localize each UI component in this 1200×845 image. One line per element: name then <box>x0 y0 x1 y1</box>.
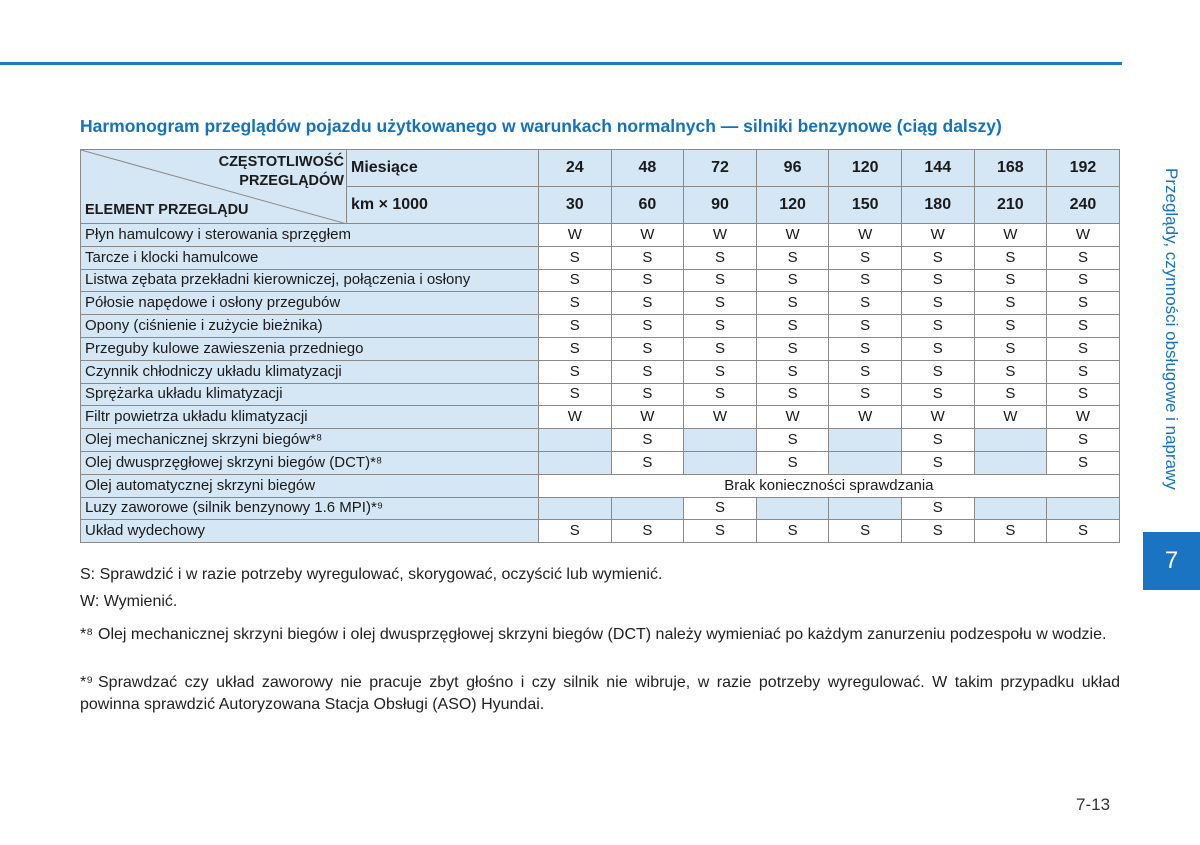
schedule-cell: S <box>611 246 684 269</box>
schedule-cell: W <box>611 224 684 247</box>
schedule-cell: S <box>756 269 829 292</box>
schedule-cell: S <box>901 337 974 360</box>
schedule-cell: W <box>684 406 757 429</box>
schedule-cell: S <box>901 451 974 474</box>
schedule-cell: S <box>756 451 829 474</box>
schedule-cell: S <box>611 292 684 315</box>
schedule-cell: S <box>974 315 1047 338</box>
inspection-item: Olej automatycznej skrzyni biegów <box>81 474 539 497</box>
table-row <box>81 269 1120 292</box>
schedule-cell <box>684 429 757 452</box>
schedule-cell <box>1047 497 1120 520</box>
schedule-cell: W <box>974 406 1047 429</box>
schedule-cell: S <box>684 292 757 315</box>
schedule-cell: S <box>829 360 902 383</box>
span-cell: Brak konieczności sprawdzania <box>539 474 1120 497</box>
inspection-item: Układ wydechowy <box>81 520 539 543</box>
top-rule <box>0 62 1122 65</box>
schedule-cell <box>974 451 1047 474</box>
schedule-cell: S <box>829 246 902 269</box>
schedule-cell: S <box>1047 269 1120 292</box>
schedule-cell: S <box>1047 383 1120 406</box>
schedule-cell <box>539 429 612 452</box>
maintenance-schedule-table <box>80 149 1120 543</box>
frequency-header <box>219 153 344 191</box>
header-row-months <box>81 150 1120 187</box>
schedule-cell <box>829 497 902 520</box>
schedule-cell: S <box>539 315 612 338</box>
schedule-cell: W <box>1047 406 1120 429</box>
table-body <box>81 150 1120 543</box>
schedule-cell: S <box>684 246 757 269</box>
schedule-cell: S <box>974 520 1047 543</box>
schedule-cell: S <box>756 292 829 315</box>
legend-w: W: Wymienić. <box>80 593 178 610</box>
page-title: Harmonogram przeglądów pojazdu użytkowanego w warunkach normalnych — silniki benzynowe (ciąg dalszy) <box>80 116 1002 136</box>
schedule-cell: S <box>539 337 612 360</box>
footnote-9 <box>80 672 1120 716</box>
schedule-cell: W <box>974 224 1047 247</box>
km-label: km × 1000 <box>347 187 539 224</box>
months-value: 120 <box>829 150 902 187</box>
table-row <box>81 360 1120 383</box>
months-value: 192 <box>1047 150 1120 187</box>
schedule-cell: S <box>1047 246 1120 269</box>
schedule-cell <box>684 451 757 474</box>
table-row <box>81 474 1120 497</box>
table-corner-header <box>81 150 347 224</box>
schedule-cell <box>829 451 902 474</box>
km-value: 120 <box>756 187 829 224</box>
inspection-item: Listwa zębata przekładni kierowniczej, połączenia i osłony <box>81 269 539 292</box>
table-row <box>81 246 1120 269</box>
schedule-cell <box>611 497 684 520</box>
inspection-item: Czynnik chłodniczy układu klimatyzacji <box>81 360 539 383</box>
table-row <box>81 224 1120 247</box>
schedule-cell: S <box>1047 292 1120 315</box>
table-row <box>81 406 1120 429</box>
schedule-cell: S <box>829 337 902 360</box>
table-row <box>81 497 1120 520</box>
months-value: 48 <box>611 150 684 187</box>
frequency-header-line1: CZĘSTOTLIWOŚĆ <box>218 154 344 170</box>
schedule-cell: S <box>901 269 974 292</box>
inspection-item: Sprężarka układu klimatyzacji <box>81 383 539 406</box>
chapter-number: 7 <box>1164 547 1179 574</box>
schedule-cell: S <box>901 292 974 315</box>
chapter-tab[interactable] <box>1143 532 1200 590</box>
schedule-cell: S <box>974 269 1047 292</box>
schedule-cell: S <box>611 520 684 543</box>
table-row <box>81 315 1120 338</box>
table-row <box>81 451 1120 474</box>
schedule-cell: W <box>1047 224 1120 247</box>
schedule-cell: S <box>539 269 612 292</box>
schedule-cell: S <box>1047 451 1120 474</box>
months-label: Miesiące <box>347 150 539 187</box>
schedule-cell: W <box>684 224 757 247</box>
schedule-cell: S <box>539 246 612 269</box>
element-header: ELEMENT PRZEGLĄDU <box>85 202 249 218</box>
schedule-cell: W <box>829 224 902 247</box>
table-row <box>81 292 1120 315</box>
schedule-cell: S <box>829 315 902 338</box>
schedule-cell: S <box>901 497 974 520</box>
schedule-cell: S <box>684 360 757 383</box>
schedule-cell: S <box>539 292 612 315</box>
schedule-cell: W <box>539 406 612 429</box>
schedule-cell <box>756 497 829 520</box>
schedule-cell: S <box>974 246 1047 269</box>
schedule-cell: S <box>756 383 829 406</box>
schedule-cell: S <box>539 383 612 406</box>
schedule-cell: S <box>756 360 829 383</box>
schedule-cell: S <box>901 246 974 269</box>
inspection-item: Luzy zaworowe (silnik benzynowy 1.6 MPI)*⁹ <box>81 497 539 520</box>
inspection-item: Półosie napędowe i osłony przegubów <box>81 292 539 315</box>
km-value: 30 <box>539 187 612 224</box>
inspection-item: Olej dwusprzęgłowej skrzyni biegów (DCT)*⁸ <box>81 451 539 474</box>
km-value: 180 <box>901 187 974 224</box>
side-chapter-title: Przeglądy, czynności obsługowe i naprawy <box>1162 168 1181 490</box>
schedule-cell: S <box>756 429 829 452</box>
table-row <box>81 383 1120 406</box>
inspection-item: Tarcze i klocki hamulcowe <box>81 246 539 269</box>
schedule-cell: S <box>756 520 829 543</box>
schedule-cell: S <box>611 315 684 338</box>
schedule-cell: S <box>611 451 684 474</box>
footnote-8-mark: *⁸ <box>80 626 93 643</box>
schedule-cell: W <box>901 406 974 429</box>
inspection-item: Płyn hamulcowy i sterowania sprzęgłem <box>81 224 539 247</box>
schedule-cell: W <box>539 224 612 247</box>
footnote-9-text: Sprawdzać czy układ zaworowy nie pracuje zbyt głośno i czy silnik nie wibruje, w razie potrzeby wyregulować. W takim przypadku układ powinna sprawdzić Autoryzowana Stacja Obsługi (ASO) Hyundai. <box>80 674 1120 713</box>
table-row <box>81 337 1120 360</box>
inspection-item: Opony (ciśnienie i zużycie bieżnika) <box>81 315 539 338</box>
schedule-cell: S <box>684 520 757 543</box>
schedule-cell: W <box>756 224 829 247</box>
schedule-cell <box>974 429 1047 452</box>
table-row <box>81 520 1120 543</box>
months-value: 144 <box>901 150 974 187</box>
schedule-cell: S <box>611 269 684 292</box>
km-value: 60 <box>611 187 684 224</box>
schedule-cell: S <box>684 383 757 406</box>
schedule-cell: S <box>684 315 757 338</box>
footnote-8-text: Olej mechanicznej skrzyni biegów i olej dwusprzęgłowej skrzyni biegów (DCT) należy wymieniać po każdym zanurzeniu podzespołu w wodzie. <box>98 626 1107 643</box>
schedule-cell: S <box>611 429 684 452</box>
schedule-cell: S <box>684 497 757 520</box>
km-value: 90 <box>684 187 757 224</box>
schedule-cell: W <box>901 224 974 247</box>
table-row <box>81 429 1120 452</box>
months-value: 72 <box>684 150 757 187</box>
schedule-cell: S <box>901 383 974 406</box>
schedule-cell: S <box>684 269 757 292</box>
schedule-cell: S <box>829 383 902 406</box>
schedule-cell <box>539 451 612 474</box>
schedule-cell: S <box>1047 337 1120 360</box>
schedule-cell: S <box>539 520 612 543</box>
schedule-cell: S <box>756 315 829 338</box>
schedule-cell <box>539 497 612 520</box>
schedule-cell: S <box>901 315 974 338</box>
footnote-9-mark: *⁹ <box>80 674 94 691</box>
schedule-cell: S <box>611 337 684 360</box>
schedule-cell: S <box>829 520 902 543</box>
footnote-8 <box>80 624 1120 646</box>
schedule-cell: S <box>756 246 829 269</box>
inspection-item: Przeguby kulowe zawieszenia przedniego <box>81 337 539 360</box>
schedule-cell: S <box>1047 360 1120 383</box>
schedule-cell: S <box>611 360 684 383</box>
schedule-cell: S <box>901 360 974 383</box>
schedule-cell: S <box>901 429 974 452</box>
months-value: 96 <box>756 150 829 187</box>
schedule-cell: S <box>829 292 902 315</box>
km-value: 150 <box>829 187 902 224</box>
schedule-cell: S <box>974 337 1047 360</box>
frequency-header-line2: PRZEGLĄDÓW <box>239 173 344 189</box>
schedule-cell: S <box>1047 315 1120 338</box>
months-value: 24 <box>539 150 612 187</box>
km-value: 240 <box>1047 187 1120 224</box>
page-number: 7-13 <box>1076 795 1111 814</box>
schedule-cell <box>974 497 1047 520</box>
legend-s: S: Sprawdzić i w razie potrzeby wyregulować, skorygować, oczyścić lub wymienić. <box>80 566 663 583</box>
inspection-item: Filtr powietrza układu klimatyzacji <box>81 406 539 429</box>
schedule-cell: S <box>611 383 684 406</box>
schedule-cell: S <box>829 269 902 292</box>
schedule-cell: S <box>974 292 1047 315</box>
schedule-cell: S <box>1047 520 1120 543</box>
schedule-cell: W <box>756 406 829 429</box>
schedule-cell: S <box>684 337 757 360</box>
km-value: 210 <box>974 187 1047 224</box>
months-value: 168 <box>974 150 1047 187</box>
schedule-cell <box>829 429 902 452</box>
schedule-cell: W <box>611 406 684 429</box>
schedule-cell: S <box>901 520 974 543</box>
schedule-cell: S <box>756 337 829 360</box>
schedule-cell: S <box>1047 429 1120 452</box>
schedule-cell: S <box>974 360 1047 383</box>
inspection-item: Olej mechanicznej skrzyni biegów*⁸ <box>81 429 539 452</box>
schedule-cell: S <box>974 383 1047 406</box>
schedule-cell: W <box>829 406 902 429</box>
schedule-cell: S <box>539 360 612 383</box>
